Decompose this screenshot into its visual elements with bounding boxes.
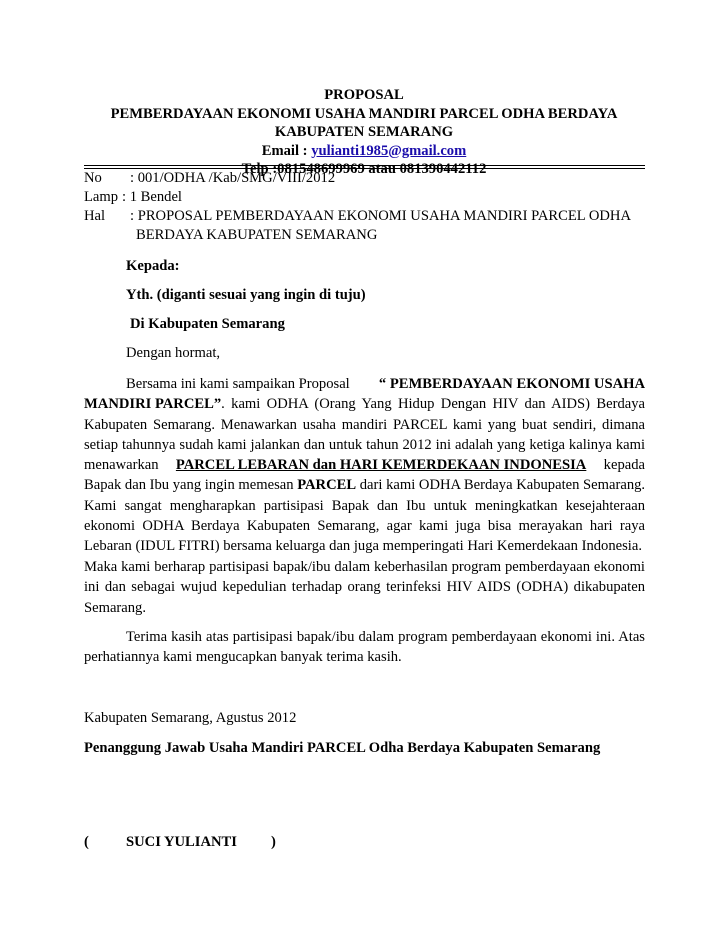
p1-line-1-text: Bersama ini kami sampaikan Proposal: [126, 376, 350, 392]
p1-line-9: Lebaran (IDUL FITRI) bersama keluarga dan juga memperingati Hari Kemerdekaan Indonesia.: [84, 538, 642, 555]
recipient-name: Yth. (diganti sesuai yang ingin di tuju): [126, 287, 366, 303]
letter-meta: [84, 169, 654, 245]
p2-line-3: Semarang.: [84, 599, 147, 616]
email-label: Email :: [261, 142, 312, 159]
signer-name: SUCI YULIANTI: [126, 834, 237, 850]
p1-proposal-title: “ PEMBERDAYAAN EKONOMI USAHA: [378, 376, 645, 392]
meta-subject: [84, 207, 654, 226]
paragraph-3: [84, 627, 645, 668]
recipient-heading: Kepada:: [126, 258, 180, 274]
p1-line-1: [84, 374, 645, 394]
proposal-title: PROPOSAL: [324, 87, 404, 103]
organization-region: KABUPATEN SEMARANG: [274, 124, 454, 140]
p1-line-6-c: dari kami ODHA Berdaya Kabupaten Semarang.: [356, 477, 646, 494]
meta-subject-cont: [84, 226, 654, 245]
p1-line-3: Kabupaten Semarang. Menawarkan usaha mandiri PARCEL kami yang buat sendiri, dimana: [84, 416, 645, 433]
signature-close-paren: ): [271, 834, 276, 850]
paragraph-1: [84, 374, 645, 557]
p1-proposal-title-end: MANDIRI PARCEL”: [84, 396, 222, 413]
phone-line: Telp :081548699969 atau 081390442112: [241, 161, 487, 177]
p1-line-5: [84, 455, 645, 475]
p1-line-7: Kami sangat mengharapkan partisipasi Bapak dan Ibu untuk meningkatkan kesejahteraan: [84, 497, 645, 514]
meta-attachment-label: Lamp: [84, 189, 119, 205]
meta-number-label: No: [84, 170, 102, 186]
header-rule-top: [84, 165, 645, 166]
p2-line-2: ini dan sebagai wujud kepedulian terhadap orang terinfeksi HIV AIDS (ODHA) dikabupaten: [84, 579, 645, 596]
responsible-party: Penanggung Jawab Usaha Mandiri PARCEL Odha Berdaya Kabupaten Semarang: [84, 740, 601, 756]
p3-line-1: Terima kasih atas partisipasi bapak/ibu dalam program pemberdayaan ekonomi ini. Atas: [126, 629, 645, 645]
meta-subject-value: : PROPOSAL PEMBERDAYAAN EKONOMI USAHA MANDIRI PARCEL ODHA: [130, 208, 631, 224]
meta-attachment-value: : 1 Bendel: [122, 189, 182, 205]
p1-line-6-parcel: PARCEL: [297, 477, 357, 494]
meta-number: [84, 169, 654, 188]
meta-number-value: : 001/ODHA /Kab/SMG/VIII/2012: [130, 170, 336, 186]
recipient-location: Di Kabupaten Semarang: [130, 316, 285, 332]
place-date: Kabupaten Semarang, Agustus 2012: [84, 710, 297, 726]
email-link[interactable]: yulianti1985@gmail.com: [311, 142, 467, 159]
meta-attachment: [84, 188, 654, 207]
organization-name: PEMBERDAYAAN EKONOMI USAHA MANDIRI PARCEL ODHA BERDAYA: [110, 105, 618, 122]
p1-line-6: [84, 475, 645, 495]
meta-subject-value-2: BERDAYA KABUPATEN SEMARANG: [136, 227, 378, 243]
meta-subject-label: Hal: [84, 208, 106, 224]
salutation: Dengan hormat,: [126, 345, 221, 361]
p1-line-5-end: kepada: [603, 457, 645, 474]
p1-line-2: [84, 394, 645, 414]
paragraph-2: [84, 557, 645, 618]
email-line: [0, 142, 728, 161]
p1-line-2-text: . kami ODHA (Orang Yang Hidup Dengan HIV dan AIDS) Berdaya: [221, 396, 645, 413]
p3-line-2: perhatiannya kami mengucapkan banyak terima kasih.: [84, 649, 402, 666]
p1-line-5-text: menawarkan: [84, 457, 159, 474]
p1-line-8: ekonomi ODHA Berdaya Kabupaten Semarang, agar kami juga bisa merayakan hari raya: [84, 518, 645, 535]
p2-line-1: Maka kami berharap partisipasi bapak/ibu dalam keberhasilan program pemberdayaan ekonomi: [84, 559, 645, 575]
p1-parcel-offer: PARCEL LEBARAN dan HARI KEMERDEKAAN INDONESIA: [175, 457, 587, 474]
p1-line-6-a: Bapak dan Ibu yang ingin memesan: [84, 477, 298, 494]
p1-line-4: setiap tahunnya sudah kami jalankan dan untuk tahun 2012 ini adalah yang ketiga kalinya kami: [84, 436, 645, 453]
signature-open-paren: (: [84, 834, 89, 850]
